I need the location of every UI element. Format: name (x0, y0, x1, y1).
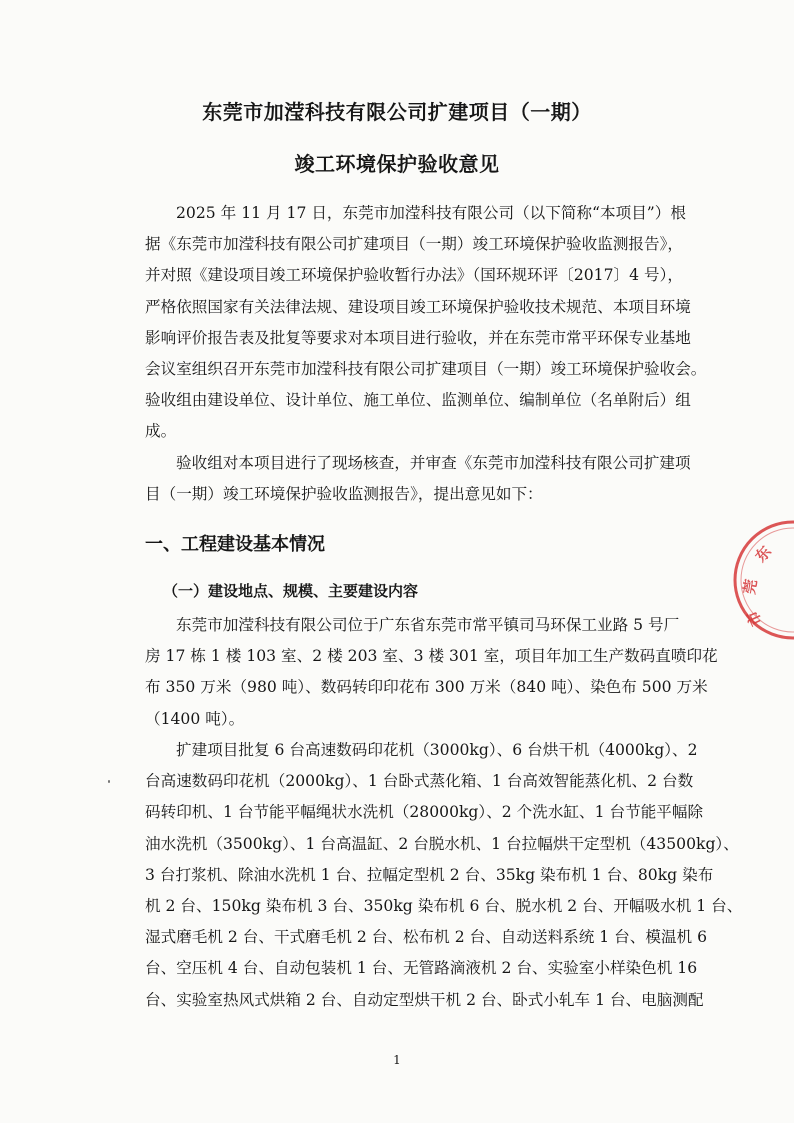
paragraph-line: 扩建项目批复 6 台高速数码印花机（3000kg）、6 台烘干机（4000kg）、2 (176, 741, 698, 759)
paragraph-line: 布 350 万米（980 吨）、数码转印印花布 300 万米（840 吨）、染色布 500 万米 (145, 678, 708, 697)
paragraph-line: 2025 年 11 月 17 日，东莞市加滢科技有限公司（以下简称“本项目”）根 (176, 204, 686, 222)
paragraph-line: 验收组由建设单位、设计单位、施工单位、监测单位、编制单位（名单附后）组 (145, 391, 691, 410)
paragraph-review (145, 448, 691, 510)
paragraph-location (145, 610, 718, 735)
svg-text:市: 市 (742, 607, 766, 629)
paragraph-line: 并对照《建设项目竣工环境保护验收暂行办法》（国环规环评〔2017〕4 号）， (145, 266, 683, 285)
section-heading: 一、工程建设基本情况 (145, 534, 325, 555)
paragraph-line: 码转印机、1 台节能平幅绳状水洗机（28000kg）、2 个洗水缸、1 台节能平幅除 (145, 803, 704, 822)
paragraph-line: 严格依照国家有关法律法规、建设项目竣工环境保护验收技术规范、本项目环境 (145, 297, 691, 316)
paragraph-line: 会议室组织召开东莞市加滢科技有限公司扩建项目（一期）竣工环境保护验收会。 (145, 359, 707, 378)
paragraph-line: 机 2 台、150kg 染布机 3 台、350kg 染布机 6 台、脱水机 2 台、开幅吸水机 1 台、 (145, 896, 743, 915)
subsection-heading: （一）建设地点、规模、主要建设内容 (163, 582, 419, 600)
paragraph-line: 台、实验室热风式烘箱 2 台、自动定型烘干机 2 台、卧式小轧车 1 台、电脑测配 (145, 990, 704, 1009)
page-number: 1 (393, 1053, 401, 1067)
paragraph-line: 目（一期）竣工环境保护验收监测报告》，提出意见如下： (145, 485, 543, 504)
paragraph-line: 验收组对本项目进行了现场核查，并审查《东莞市加滢科技有限公司扩建项 (176, 454, 691, 472)
paragraph-line: 东莞市加滢科技有限公司位于广东省东莞市常平镇司马环保工业路 5 号厂 (176, 616, 680, 634)
paragraph-line: 据《东莞市加滢科技有限公司扩建项目（一期）竣工环境保护验收监测报告》， (145, 235, 683, 254)
paragraph-line: 湿式磨毛机 2 台、干式磨毛机 2 台、松布机 2 台、自动送料系统 1 台、模温机 6 (145, 928, 708, 947)
paragraph-line: （1400 吨）。 (145, 709, 245, 728)
paragraph-line: 台高速数码印花机（2000kg）、1 台卧式蒸化箱、1 台高效智能蒸化机、2 台数 (145, 772, 694, 791)
paragraph-equipment (145, 735, 743, 1016)
document-title-line1: 东莞市加滢科技有限公司扩建项目（一期） (202, 100, 592, 124)
paragraph-line: 台、空压机 4 台、自动包装机 1 台、无管路滴液机 2 台、实验室小样染色机 16 (145, 959, 698, 978)
paragraph-line: 成。 (145, 422, 177, 441)
paragraph-line: 影响评价报告表及批复等要求对本项目进行验收，并在东莞市常平环保专业基地 (145, 328, 691, 347)
svg-text:东: 东 (751, 542, 776, 566)
svg-text:莞: 莞 (740, 577, 761, 596)
company-seal-stamp (728, 515, 794, 645)
document-title-line2: 竣工环境保护验收意见 (294, 152, 500, 176)
paragraph-line: 油水洗机（3500kg）、1 台高温缸、2 台脱水机、1 台拉幅烘干定型机（43500kg）、 (145, 834, 739, 853)
paragraph-line: 3 台打浆机、除油水洗机 1 台、拉幅定型机 2 台、35kg 染布机 1 台、80kg 染布 (145, 865, 714, 884)
paragraph-line: 房 17 栋 1 楼 103 室、2 楼 203 室、3 楼 301 室，项目年加工生产数码直喷印花 (145, 647, 718, 666)
paragraph-intro (145, 198, 707, 448)
scan-speck (108, 780, 110, 783)
